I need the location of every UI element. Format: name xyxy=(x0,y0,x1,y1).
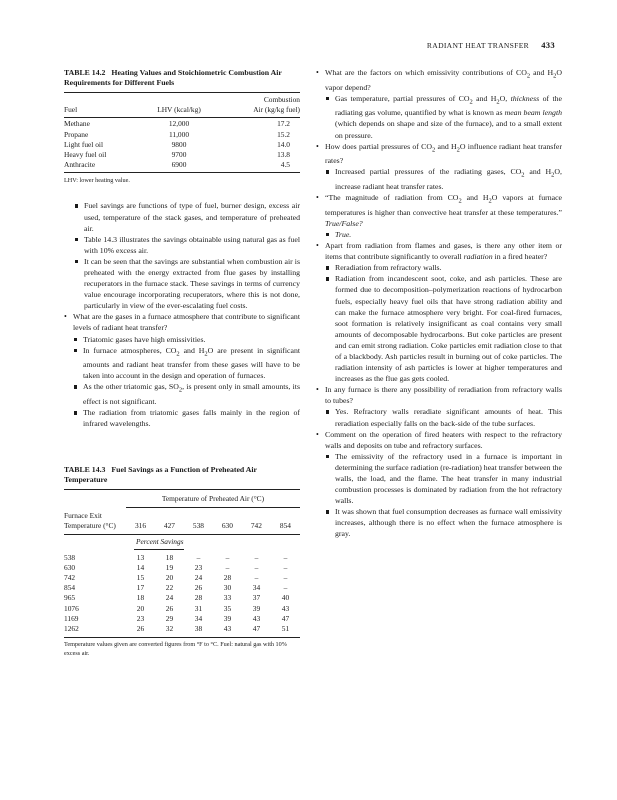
table-row: Anthracite 6900 4.5 xyxy=(64,160,290,170)
stub-header-bottom: Temperature (°C) xyxy=(64,521,116,531)
table-cell: 28 xyxy=(194,593,203,603)
col-header-combustion: Combustion xyxy=(263,95,300,104)
answer-list xyxy=(325,406,562,428)
table-cell: 47 xyxy=(252,623,261,633)
table-cell: 14 xyxy=(136,562,145,572)
table-row xyxy=(64,593,300,603)
table-14-3-caption xyxy=(64,465,300,485)
table-cell: 39 xyxy=(252,603,261,613)
answer-list xyxy=(325,93,562,141)
question-text: Apart from radiation from flames and gases, is there any other item or items that contribute significantly to overall radiation in a fired heater? xyxy=(325,241,562,262)
table-14-2-caption xyxy=(64,68,300,88)
stub-header-top: Furnace Exit xyxy=(64,511,102,521)
list-item: Increased partial pressures of the radiating gases, $CO_2$ and $H_2O$, increase radiant heat transfer rates. xyxy=(325,166,562,192)
table-row: Methane 12,000 17.2 xyxy=(64,119,290,129)
table-cell: – xyxy=(254,572,259,582)
answer-list xyxy=(325,262,562,384)
list-item: The emissivity of the refractory used in a furnace is important in determining the surface radiation (re-radiation) heat transfer between the walls, the load, and the flame. The heat transfer in many industrial combustion processes is dominated by radiation from the hot refractory walls. xyxy=(325,451,562,506)
col-header-lhv: LHV (kcal/kg) xyxy=(157,105,201,115)
sub-header-percent: Percent Savings xyxy=(136,536,184,546)
table-cell: – xyxy=(196,552,201,562)
question-list xyxy=(64,311,300,429)
row-temperature: 630 xyxy=(64,562,76,572)
table-14-3-grid: Temperature of Preheated Air (°C) Furnace Exit Temperature (°C) 316 427 538 630 742 854 xyxy=(64,494,300,531)
table-cell: 37 xyxy=(252,593,261,603)
table-cell: 43 xyxy=(223,623,232,633)
table-row xyxy=(64,553,300,563)
table-row: Propane 11,000 15.2 xyxy=(64,129,290,139)
question-item xyxy=(316,384,562,428)
table-cell: 47 xyxy=(281,613,290,623)
left-bullets xyxy=(64,200,300,429)
sub-header-rule xyxy=(134,549,184,550)
table-cell: 51 xyxy=(281,623,290,633)
table-cell: – xyxy=(225,552,230,562)
list-item: Triatomic gases have high emissivities. xyxy=(73,334,300,345)
table-title: Fuel Savings as a Function of Preheated Air Temperature xyxy=(64,465,257,485)
group-header: Temperature of Preheated Air (°C) xyxy=(126,494,300,507)
table-14-2-body xyxy=(64,119,300,170)
question-text: Comment on the operation of fired heaters with respect to the refractory walls and deposits on tube and refractory surfaces. xyxy=(325,429,562,450)
row-temperature: 1076 xyxy=(64,603,79,613)
table-cell: 23 xyxy=(136,613,145,623)
table-cell: 17 xyxy=(136,583,145,593)
question-item xyxy=(64,311,300,429)
table-14-3-footnote: Temperature values given are converted figures from °F to °C. Fuel: natural gas with 10% excess air. xyxy=(64,641,287,658)
table-top-rule xyxy=(64,489,300,490)
table-cell: 15 xyxy=(136,572,145,582)
list-item: Yes. Refractory walls reradiate significant amounts of heat. This reradiation especially falls on the back-side of the tube surfaces. xyxy=(325,406,562,428)
answer-list xyxy=(325,451,562,540)
table-cell: 43 xyxy=(281,603,290,613)
row-temperature: 1169 xyxy=(64,613,79,623)
row-temperature: 854 xyxy=(64,583,76,593)
col-header-fuel: Fuel xyxy=(64,105,78,115)
table-row xyxy=(64,614,300,624)
question-item xyxy=(316,192,562,240)
table-cell: 20 xyxy=(136,603,145,613)
page-number: 433 xyxy=(541,40,555,50)
list-item: Reradiation from refractory walls. xyxy=(325,262,562,273)
table-14-3-body xyxy=(64,535,300,549)
table-cell: 13 xyxy=(136,552,145,562)
table-14-2 xyxy=(64,68,300,185)
table-cell: 43 xyxy=(252,613,261,623)
table-cell: 26 xyxy=(194,583,203,593)
table-row xyxy=(64,604,300,614)
question-text: How does partial pressures of $CO_2$ and $H_2O$ influence radiant heat transfer rates? xyxy=(325,141,562,166)
table-cell: 20 xyxy=(165,572,174,582)
table-bottom-rule xyxy=(64,637,300,638)
row-temperature: 742 xyxy=(64,572,76,582)
table-number: TABLE 14.2 xyxy=(64,68,106,77)
table-bottom-rule xyxy=(64,172,300,173)
row-temperature: 1262 xyxy=(64,623,79,633)
question-item xyxy=(316,67,562,141)
table-row xyxy=(64,583,300,593)
list-item: It was shown that fuel consumption decreases as furnace wall emissivity increases, although there is no effect when the furnace atmosphere is gray. xyxy=(325,506,562,539)
table-cell: 24 xyxy=(165,593,174,603)
table-cell: 24 xyxy=(194,572,203,582)
answer-list xyxy=(325,229,562,240)
table-title: Heating Values and Stoichiometric Combustion Air Requirements for Different Fuels xyxy=(64,68,282,87)
question-text: “The magnitude of radiation from $CO_2$ and $H_2O$ vapors at furnace temperatures is higher than convective heat transfer at these temperatures.” True/False? xyxy=(325,193,562,228)
table-cell: – xyxy=(283,583,288,593)
table-cell: 26 xyxy=(136,623,145,633)
list-item: Gas temperature, partial pressures of $CO_2$ and $H_2O$, thickness of the radiating gas volume, quantified by what is known as mean beam length (which depends on shape and size of the furnace), and to a small extent on pressure. xyxy=(325,93,562,141)
table-cell: 35 xyxy=(223,603,232,613)
table-cell: 34 xyxy=(252,583,261,593)
table-row xyxy=(64,573,300,583)
table-cell: 28 xyxy=(223,572,232,582)
table-14-2-footnote: LHV: lower heating value. xyxy=(64,177,130,185)
table-row: Heavy fuel oil 9700 13.8 xyxy=(64,150,290,160)
table-cell: 31 xyxy=(194,603,203,613)
question-list xyxy=(316,67,562,540)
table-cell: 38 xyxy=(194,623,203,633)
row-temperature: 538 xyxy=(64,552,76,562)
answer-list xyxy=(73,334,300,430)
question-text: What are the gases in a furnace atmosphere that contribute to significant levels of radiant heat transfer? xyxy=(73,312,300,333)
answer-list xyxy=(325,166,562,192)
list-item: True. xyxy=(325,229,562,240)
question-item xyxy=(316,240,562,384)
right-column xyxy=(316,67,562,540)
list-item: Fuel savings are functions of type of fuel, burner design, excess air used, temperature of the stack gases, and temperature of preheated air. xyxy=(74,200,300,233)
table-cell: 18 xyxy=(136,593,145,603)
table-cell: 33 xyxy=(223,593,232,603)
table-row xyxy=(64,624,300,634)
table-row xyxy=(64,563,300,573)
running-title: RADIANT HEAT TRANSFER xyxy=(426,41,529,50)
table-cell: 40 xyxy=(281,593,290,603)
table-cell: 32 xyxy=(165,623,174,633)
table-cell: – xyxy=(225,562,230,572)
question-text: In any furnace is there any possibility of reradiation from refractory walls to tubes? xyxy=(325,385,562,406)
table-number: TABLE 14.3 xyxy=(64,465,106,475)
row-temperature: 965 xyxy=(64,593,76,603)
table-cell: – xyxy=(283,572,288,582)
table-cell: 23 xyxy=(194,562,203,572)
list-item: The radiation from triatomic gases falls mainly in the region of infrared wavelengths. xyxy=(73,407,300,429)
list-item: Table 14.3 illustrates the savings obtainable using natural gas as fuel with 10% excess air. xyxy=(74,234,300,256)
table-cell: 19 xyxy=(165,562,174,572)
running-header xyxy=(427,40,555,50)
table-cell: 39 xyxy=(223,613,232,623)
table-cell: – xyxy=(254,552,259,562)
list-item: As the other triatomic gas, $SO_2$, is present only in small amounts, its effect is not significant. xyxy=(73,381,300,407)
col-header-air: Air (kg/kg fuel) xyxy=(253,105,300,115)
savings-list xyxy=(74,200,300,311)
table-14-2-grid xyxy=(64,93,300,115)
table-cell: 22 xyxy=(165,583,174,593)
left-column xyxy=(64,68,300,658)
table-cell: – xyxy=(283,552,288,562)
question-text: What are the factors on which emissivity contributions of $CO_2$ and $H_2O$ vapor depend? xyxy=(325,68,562,92)
table-cell: 30 xyxy=(223,583,232,593)
table-cell: 29 xyxy=(165,613,174,623)
list-item: In furnace atmospheres, $CO_2$ and $H_2O$ are present in significant amounts and radiant heat transfer from these gases will have to be taken into account in the design and operation of furnaces. xyxy=(73,345,300,382)
table-cell: 18 xyxy=(165,552,174,562)
table-cell: 34 xyxy=(194,613,203,623)
list-item: Radiation from incandescent soot, coke, and ash particles. These are formed due to decomposition–polymerization reactions of hydrocarbon fuels, especially heavy fuel oils that have strong radiation ability and can make the furnace atmosphere very bright. For coal-fired furnaces, soot formation is relatively insignificant as coal contains very small amounts of decomposable hydrocarbons. But coke particles are present and can emit strong radiation. Coke particles emit radiation close to that of a blackbody. Ash particles result in burning out of coke particles. The radiation intensity of ash particles is lower at higher temperatures and increases as the flue gas gets cooled. xyxy=(325,273,562,384)
table-row: Light fuel oil 9800 14.0 xyxy=(64,139,290,149)
table-14-3-rows xyxy=(64,553,300,635)
table-cell: 26 xyxy=(165,603,174,613)
question-item xyxy=(316,141,562,192)
question-item xyxy=(316,429,562,540)
list-item: It can be seen that the savings are substantial when combustion air is preheated with the energy extracted from flue gases by installing recuperators in the furnace stack. These savings in terms of currency value encourage incorporating recuperators, where this is not done, particularly in view of the ever-escalating fuel costs. xyxy=(74,256,300,311)
table-14-3 xyxy=(64,465,300,658)
table-cell: – xyxy=(254,562,259,572)
table-header-rule xyxy=(64,117,300,118)
table-cell: – xyxy=(283,562,288,572)
